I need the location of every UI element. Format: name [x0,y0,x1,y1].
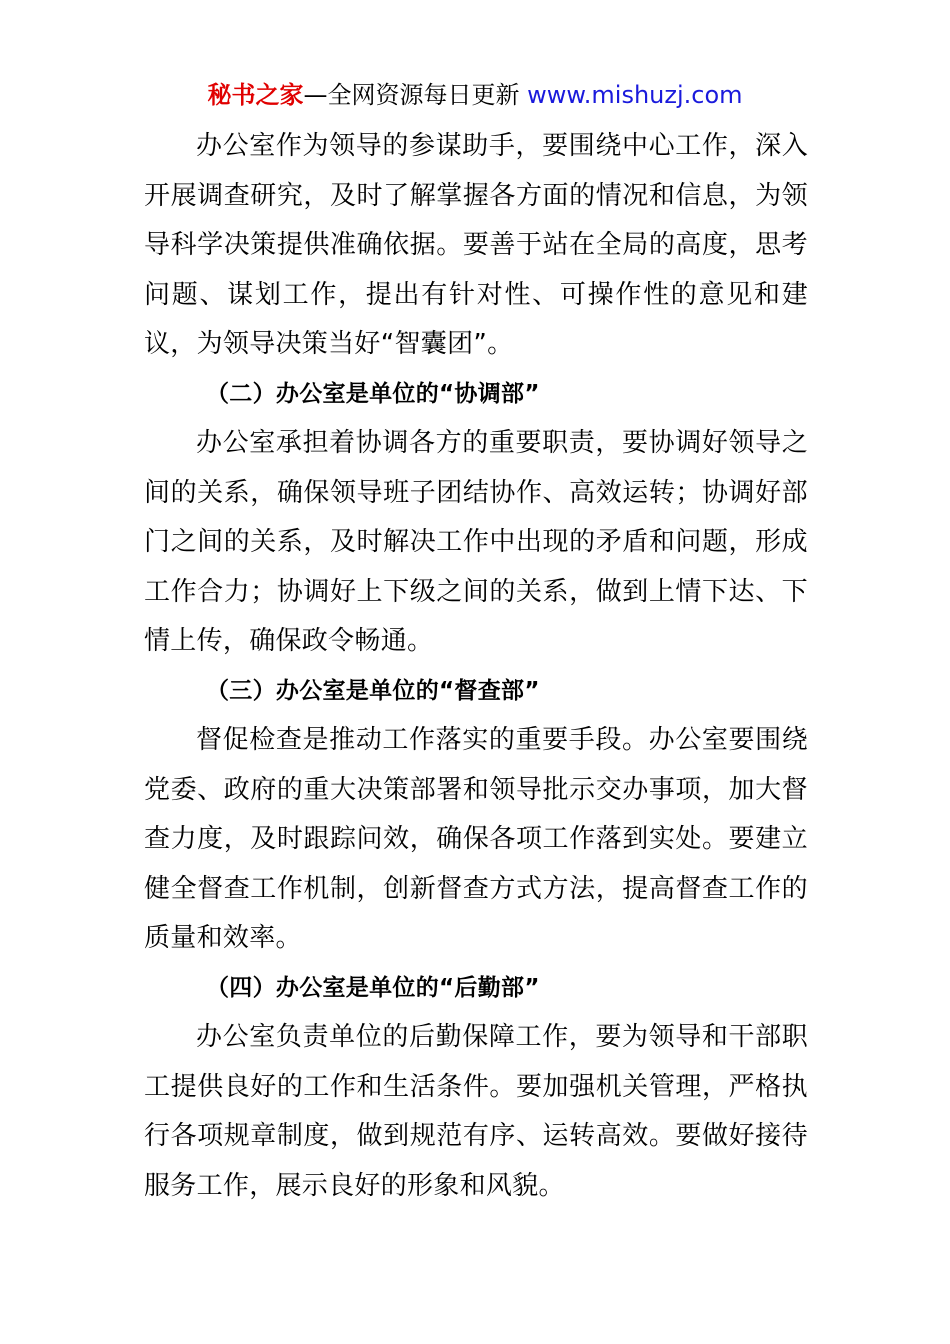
brand-name: 秘书之家 [207,81,304,109]
header-tagline: —全网资源每日更新 [303,81,528,109]
document-body [144,122,808,1211]
section-heading-4: （四）办公室是单位的“后勤部” [206,974,540,1001]
section-heading-3: （三）办公室是单位的“督查部” [206,677,540,704]
paragraph-2: 办公室承担着协调各方的重要职责，要协调好领导之间的关系，确保领导班子团结协作、高效运转；协调好部门之间的关系，及时解决工作中出现的矛盾和问题，形成工作合力；协调好上下级之间的关系，做到上情下达、下情上传，确保政令畅通。 [144,428,808,656]
paragraph-4: 办公室负责单位的后勤保障工作，要为领导和干部职工提供良好的工作和生活条件。要加强机关管理，严格执行各项规章制度，做到规范有序、运转高效。要做好接待服务工作，展示良好的形象和风貌。 [144,1022,808,1201]
paragraph-1: 办公室作为领导的参谋助手，要围绕中心工作，深入开展调查研究，及时了解掌握各方面的情况和信息，为领导科学决策提供准确依据。要善于站在全局的高度，思考问题、谋划工作，提出有针对性、可操作性的意见和建议，为领导决策当好“智囊团”。 [144,131,808,359]
section-heading-2: （二）办公室是单位的“协调部” [206,380,540,407]
site-header [0,78,950,112]
paragraph-3: 督促检查是推动工作落实的重要手段。办公室要围绕党委、政府的重大决策部署和领导批示交办事项，加大督查力度，及时跟踪问效，确保各项工作落到实处。要建立健全督查工作机制，创新督查方式方法，提高督查工作的质量和效率。 [144,725,808,953]
site-url-link[interactable]: www.mishuzj.com [527,81,743,109]
